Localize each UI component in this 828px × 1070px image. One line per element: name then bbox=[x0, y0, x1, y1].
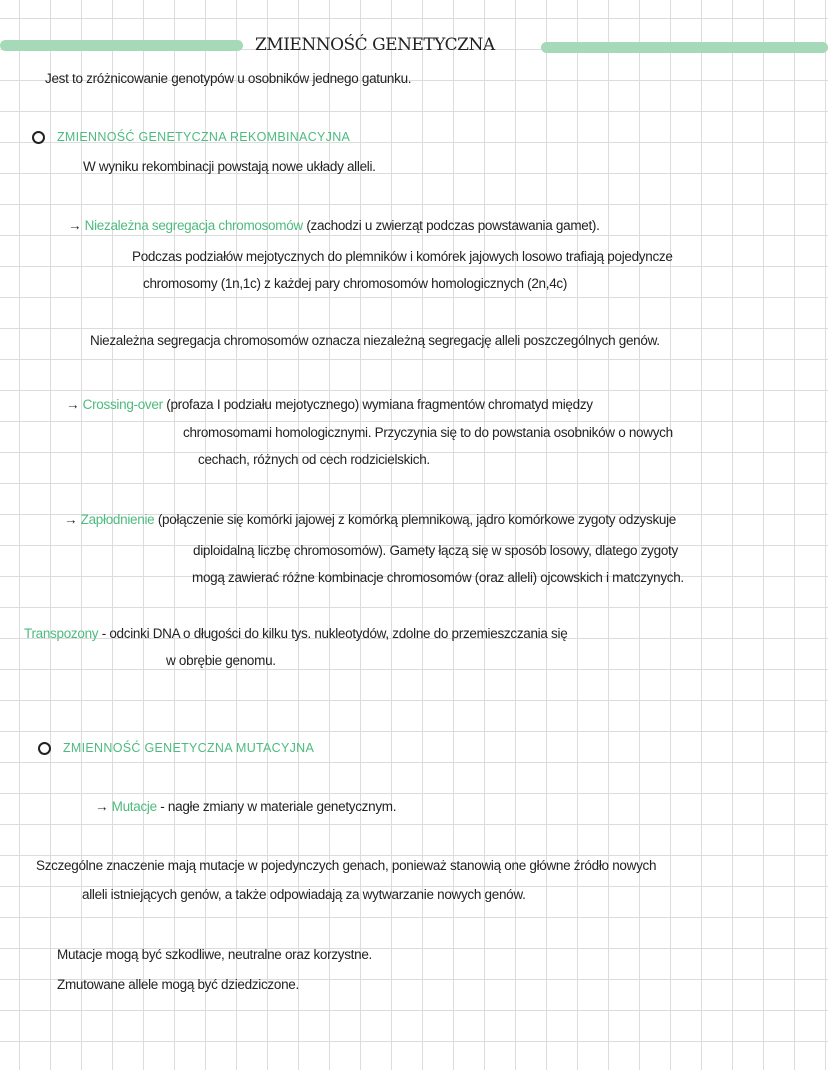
fertilization-term: Zapłodnienie bbox=[80, 512, 155, 527]
mutation-inheritance: Zmutowane allele mogą być dziedziczone. bbox=[57, 977, 299, 992]
segregation-note: Niezależna segregacja chromosomów oznacza niezależną segregację alleli poszczególnych genów. bbox=[90, 333, 660, 348]
segregation-line2: Podczas podziałów mejotycznych do plemników i komórek jajowych losowo trafiają pojedyncze bbox=[132, 249, 673, 264]
crossing-term: Crossing-over bbox=[82, 397, 163, 412]
transposons-line1 bbox=[24, 625, 567, 643]
segregation-term: Niezależna segregacja chromosomów bbox=[84, 218, 303, 233]
fertilization-line1 bbox=[64, 511, 676, 529]
section1-heading-text: ZMIENNOŚĆ GENETYCZNA REKOMBINACYJNA bbox=[57, 130, 351, 144]
arrow-icon: → bbox=[66, 397, 80, 412]
bullet-circle-icon bbox=[32, 131, 45, 144]
section2-heading-text: ZMIENNOŚĆ GENETYCZNA MUTACYJNA bbox=[63, 741, 315, 755]
segregation-line3: chromosomy (1n,1c) z każdej pary chromosomów homologicznych (2n,4c) bbox=[143, 276, 568, 291]
transposons-line2: w obrębie genomu. bbox=[166, 653, 276, 668]
mutation-para-line1: Szczególne znaczenie mają mutacje w pojedynczych genach, ponieważ stanowią one główne źródło nowych bbox=[36, 858, 657, 873]
title-bar-left bbox=[0, 40, 243, 51]
title-bar-right bbox=[541, 42, 828, 53]
intro-text: Jest to zróżnicowanie genotypów u osobników jednego gatunku. bbox=[45, 71, 412, 86]
mutation-rest: - nagłe zmiany w materiale genetycznym. bbox=[160, 799, 397, 814]
transposons-term: Transpozony bbox=[24, 626, 99, 641]
arrow-icon: → bbox=[68, 218, 82, 233]
segregation-line1 bbox=[68, 217, 600, 235]
arrow-icon: → bbox=[95, 799, 109, 814]
transposons-rest: - odcinki DNA o długości do kilku tys. nukleotydów, zdolne do przemieszczania się bbox=[101, 626, 568, 641]
section1-lead: W wyniku rekombinacji powstają nowe układy alleli. bbox=[83, 159, 376, 174]
fertilization-line2: diploidalną liczbę chromosomów). Gamety łączą się w sposób losowy, dlatego zygoty bbox=[193, 543, 678, 558]
mutation-term: Mutacje bbox=[111, 799, 157, 814]
mutation-para-line2: alleli istniejących genów, a także odpowiadają za wytwarzanie nowych genów. bbox=[82, 887, 526, 902]
page-title: ZMIENNOŚĆ GENETYCZNA bbox=[255, 35, 495, 55]
crossing-rest: (profaza I podziału mejotycznego) wymiana fragmentów chromatyd między bbox=[166, 397, 593, 412]
mutation-effects: Mutacje mogą być szkodliwe, neutralne oraz korzystne. bbox=[57, 947, 373, 962]
crossing-line2: chromosomami homologicznymi. Przyczynia się to do powstania osobników o nowych bbox=[183, 425, 673, 440]
section2-heading bbox=[38, 739, 314, 757]
fertilization-rest: (połączenie się komórki jajowej z komórką plemnikową, jądro komórkowe zygoty odzyskuje bbox=[157, 512, 677, 527]
arrow-icon: → bbox=[64, 512, 78, 527]
section1-heading bbox=[32, 128, 350, 146]
crossing-line1 bbox=[66, 396, 593, 414]
bullet-circle-icon bbox=[38, 742, 51, 755]
mutation-line bbox=[95, 798, 396, 816]
fertilization-line3: mogą zawierać różne kombinacje chromosomów (oraz alleli) ojcowskich i matczynych. bbox=[192, 570, 684, 585]
crossing-line3: cechach, różnych od cech rodzicielskich. bbox=[198, 452, 430, 467]
segregation-rest: (zachodzi u zwierząt podczas powstawania gamet). bbox=[306, 218, 600, 233]
